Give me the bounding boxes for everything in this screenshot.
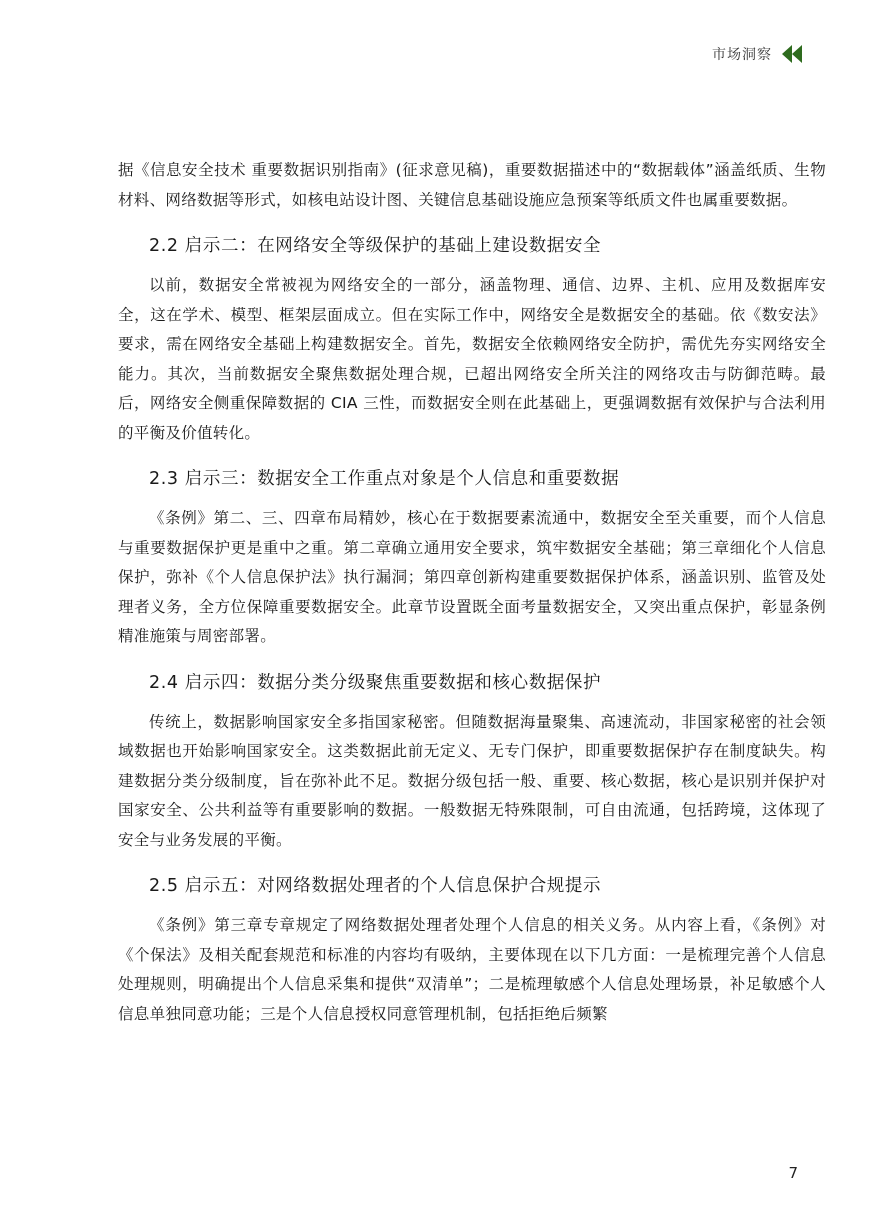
section-heading-2-3: 2.3 启示三：数据安全工作重点对象是个人信息和重要数据 [149, 469, 620, 489]
section-paragraph-2-4: 传统上，数据影响国家安全多指国家秘密。但随数据海量聚集、高速流动，非国家秘密的社会领域数据也开始影响国家安全。这类数据此前无定义、无专门保护，即重要数据保护存在制度缺失。构建数据分类分级制度，旨在弥补此不足。数据分级包括一般、重要、核心数据，核心是识别并保护对国家安全、公共利益等有重要影响的数据。一般数据无特殊限制，可自由流通，包括跨境，这体现了安全与业务发展的平衡。 [118, 712, 826, 849]
section-heading-2-2: 2.2 启示二：在网络安全等级保护的基础上建设数据安全 [149, 236, 602, 256]
section-paragraph-2-2: 以前，数据安全常被视为网络安全的一部分，涵盖物理、通信、边界、主机、应用及数据库安全，这在学术、模型、框架层面成立。但在实际工作中，网络安全是数据安全的基础。依《数安法》要求，需在网络安全基础上构建数据安全。首先，数据安全依赖网络安全防护，需优先夯实网络安全能力。其次，当前数据安全聚焦数据处理合规，已超出网络安全所关注的网络攻击与防御范畴。最后，网络安全侧重保障数据的 CIA 三性，而数据安全则在此基础上，更强调数据有效保护与合法利用的平衡及价值转化。 [118, 276, 826, 442]
article-body [118, 156, 826, 1029]
section-paragraph-2-5: 《条例》第三章专章规定了网络数据处理者处理个人信息的相关义务。从内容上看，《条例》对《个保法》及相关配套规范和标准的内容均有吸纳，主要体现在以下几方面：一是梳理完善个人信息处理规则，明确提出个人信息采集和提供“双清单”；二是梳理敏感个人信息处理场景，补足敏感个人信息单独同意功能；三是个人信息授权同意管理机制，包括拒绝后频繁 [118, 916, 826, 1023]
double-chevron-left-icon [782, 45, 802, 63]
header-label: 市场洞察 [712, 47, 772, 63]
section-paragraph-2-3: 《条例》第二、三、四章布局精妙，核心在于数据要素流通中，数据安全至关重要，而个人信息与重要数据保护更是重中之重。第二章确立通用安全要求，筑牢数据安全基础；第三章细化个人信息保护，弥补《个人信息保护法》执行漏洞；第四章创新构建重要数据保护体系，涵盖识别、监管及处理者义务，全方位保障重要数据安全。此章节设置既全面考量数据安全，又突出重点保护，彰显条例精准施策与周密部署。 [118, 509, 826, 645]
page-number: 7 [788, 1164, 798, 1182]
section-heading-2-4: 2.4 启示四：数据分类分级聚焦重要数据和核心数据保护 [149, 672, 602, 693]
section-heading-2-5: 2.5 启示五：对网络数据处理者的个人信息保护合规提示 [149, 876, 602, 896]
running-header [712, 44, 802, 64]
intro-paragraph: 据《信息安全技术 重要数据识别指南》(征求意见稿)，重要数据描述中的“数据载体”涵盖纸质、生物材料、网络数据等形式，如核电站设计图、关键信息基础设施应急预案等纸质文件也属重要数据。 [118, 161, 826, 209]
